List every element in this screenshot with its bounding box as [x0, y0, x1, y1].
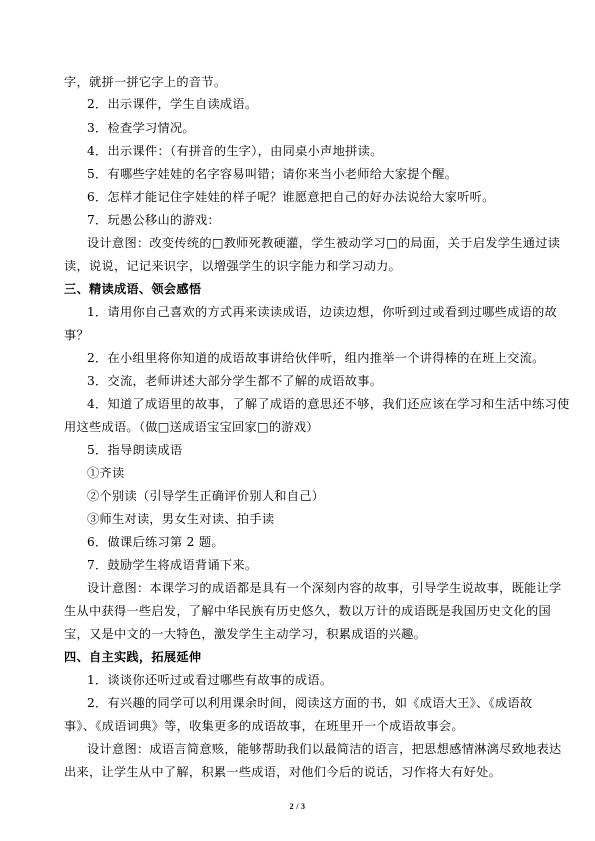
paragraph-line: 宝，又是中文的一大特色，激发学生主动学习，积累成语的兴趣。: [64, 627, 427, 641]
page-number: 2 / 3: [289, 802, 306, 811]
paragraph-line: 用这些成语。（做□送成语宝宝回家□的游戏）: [64, 420, 319, 434]
list-item: 5．有哪些字娃娃的名字容易叫错；请你来当小老师给大家提个醒。: [87, 167, 458, 181]
paragraph-line: 读，说说，记记来识字，以增强学生的识字能力和学习动力。: [64, 259, 402, 273]
paragraph-line: 字，就拼一拼它字上的音节。: [64, 75, 227, 89]
design-intent-paragraph: 设计意图：改变传统的□教师死教硬灌，学生被动学习□的局面，关于启发学生通过读: [87, 236, 561, 250]
list-item: 2．在小组里将你知道的成语故事讲给伙伴听，组内推举一个讲得棒的在班上交流。: [87, 351, 545, 365]
list-item: 7．鼓励学生将成语背诵下来。: [87, 558, 258, 572]
list-item: 3．交流，老师讲述大部分学生都不了解的成语故事。: [87, 374, 383, 388]
list-item: ①齐读: [87, 466, 125, 480]
list-item: 6．做课后练习第 2 题。: [87, 535, 224, 549]
paragraph-line: 事》、《成语词典》等，收集更多的成语故事，在班里开一个成语故事会。: [64, 719, 464, 733]
list-item: 1．请用你自己喜欢的方式再来读读成语，边读边想，你听到过或看到过哪些成语的故: [87, 305, 558, 319]
list-item: ②个别读（引导学生正确评价别人和自己）: [87, 489, 325, 503]
list-item: 4．出示课件：（有拼音的生字），由同桌小声地拼读。: [87, 144, 383, 158]
list-item: 5．指导朗读成语: [87, 443, 183, 457]
list-item: 2．有兴趣的同学可以利用课余时间，阅读这方面的书，如《成语大王》、《成语故: [87, 696, 533, 710]
paragraph-line: 出来，让学生从中了解，积累一些成语，对他们今后的说话，习作将大有好处。: [64, 765, 502, 779]
list-item: 6．怎样才能记住字娃娃的样子呢？谁愿意把自己的好办法说给大家听听。: [87, 190, 495, 204]
list-item: 1．谈谈你还听过或看过哪些有故事的成语。: [87, 673, 333, 687]
list-item: 4．知道了成语里的故事，了解了成语的意思还不够，我们还应该在学习和生活中练习使: [87, 397, 570, 411]
section-heading: 四、自主实践，拓展延伸: [64, 650, 202, 664]
paragraph-line: 生从中获得一些启发，了解中华民族有历史悠久，数以万计的成语既是我国历史文化的国: [64, 604, 552, 618]
list-item: ③师生对读，男女生对读、拍手读: [87, 512, 275, 526]
list-item: 7．玩愚公移山的游戏：: [87, 213, 220, 227]
list-item: 2．出示课件，学生自读成语。: [87, 97, 258, 111]
paragraph-line: 事？: [64, 328, 89, 342]
design-intent-paragraph: 设计意图：成语言简意赅，能够帮助我们以最简洁的语言，把思想感情淋漓尽致地表达: [87, 742, 562, 756]
design-intent-paragraph: 设计意图：本课学习的成语都是具有一个深刻内容的故事，引导学生说故事，既能让学: [87, 581, 562, 595]
list-item: 3．检查学习情况。: [87, 121, 195, 135]
section-heading: 三、精读成语、领会感悟: [64, 282, 202, 296]
